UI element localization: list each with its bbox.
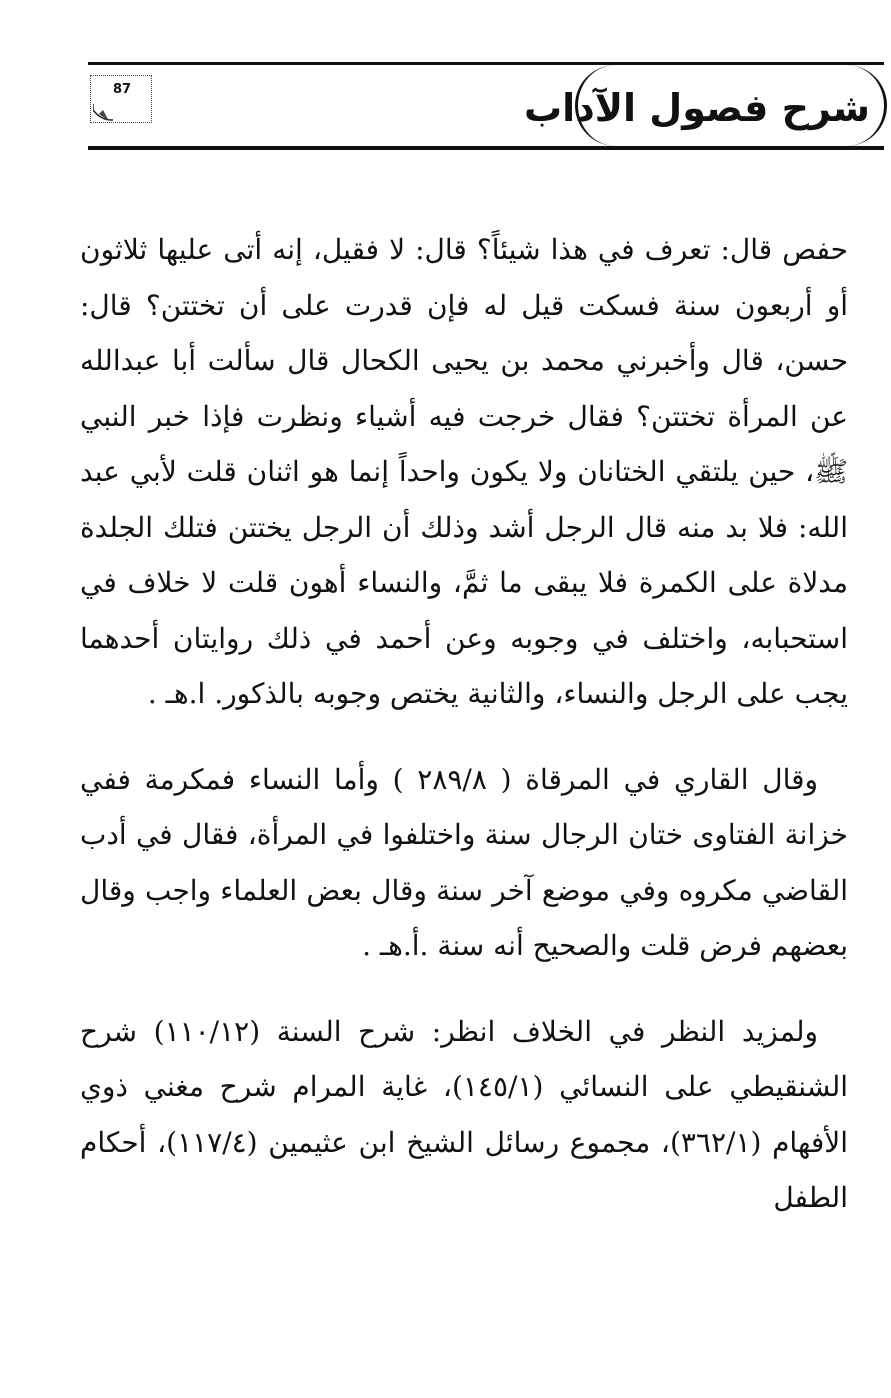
page-curl-icon bbox=[93, 104, 113, 122]
page-header bbox=[0, 0, 891, 160]
body-text bbox=[80, 222, 848, 1226]
page-number: 87 bbox=[112, 82, 132, 97]
page-number-box bbox=[90, 75, 152, 123]
paragraph-2: وقال القاري في المرقاة ( ٢٨٩/٨ ) وأما النساء فمكرمة ففي خزانة الفتاوى ختان الرجال سنة واختلفوا في المرأة، فقال في أدب القاضي مكروه وفي موضع آخر سنة وقال بعض العلماء واجب وقال بعضهم فرض قلت والصحيح أنه سنة .أ.هـ . bbox=[80, 762, 848, 962]
paragraph-1: حفص قال: تعرف في هذا شيئاً؟ قال: لا فقيل، إنه أتى عليها ثلاثون أو أربعون سنة فسكت قيل له فإن قدرت على أن تختتن؟ قال: حسن، قال وأخبرني محمد بن يحيى الكحال قال سألت أبا عبدالله عن المرأة تختتن؟ فقال خرجت فيه أشياء ونظرت فإذا خبر النبي ﷺ، حين يلتقي الختانان ولا يكون واحداً إنما هو اثنان قلت لأبي عبد الله: فلا بد منه قال الرجل أشد وذلك أن الرجل يختتن فتلك الجلدة مدلاة على الكمرة فلا يبقى ما ثمَّ، والنساء أهون قلت لا خلاف في استحبابه، واختلف في وجوبه وعن أحمد في ذلك روايتان أحدهما يجب على الرجل والنساء، والثانية يختص وجوبه بالذكور. ا.هـ . bbox=[80, 233, 848, 710]
page-title: شرح فصول الآداب bbox=[523, 86, 870, 130]
header-bottom-rule bbox=[88, 146, 884, 150]
paragraph-3: ولمزيد النظر في الخلاف انظر: شرح السنة (١١٠/١٢) شرح الشنقيطي على النسائي (١٤٥/١)، غاية المرام شرح مغني ذوي الأفهام (٣٦٢/١)، مجموع رسائل الشيخ ابن عثيمين (١١٧/٤)، أحكام الطفل bbox=[80, 1014, 849, 1214]
